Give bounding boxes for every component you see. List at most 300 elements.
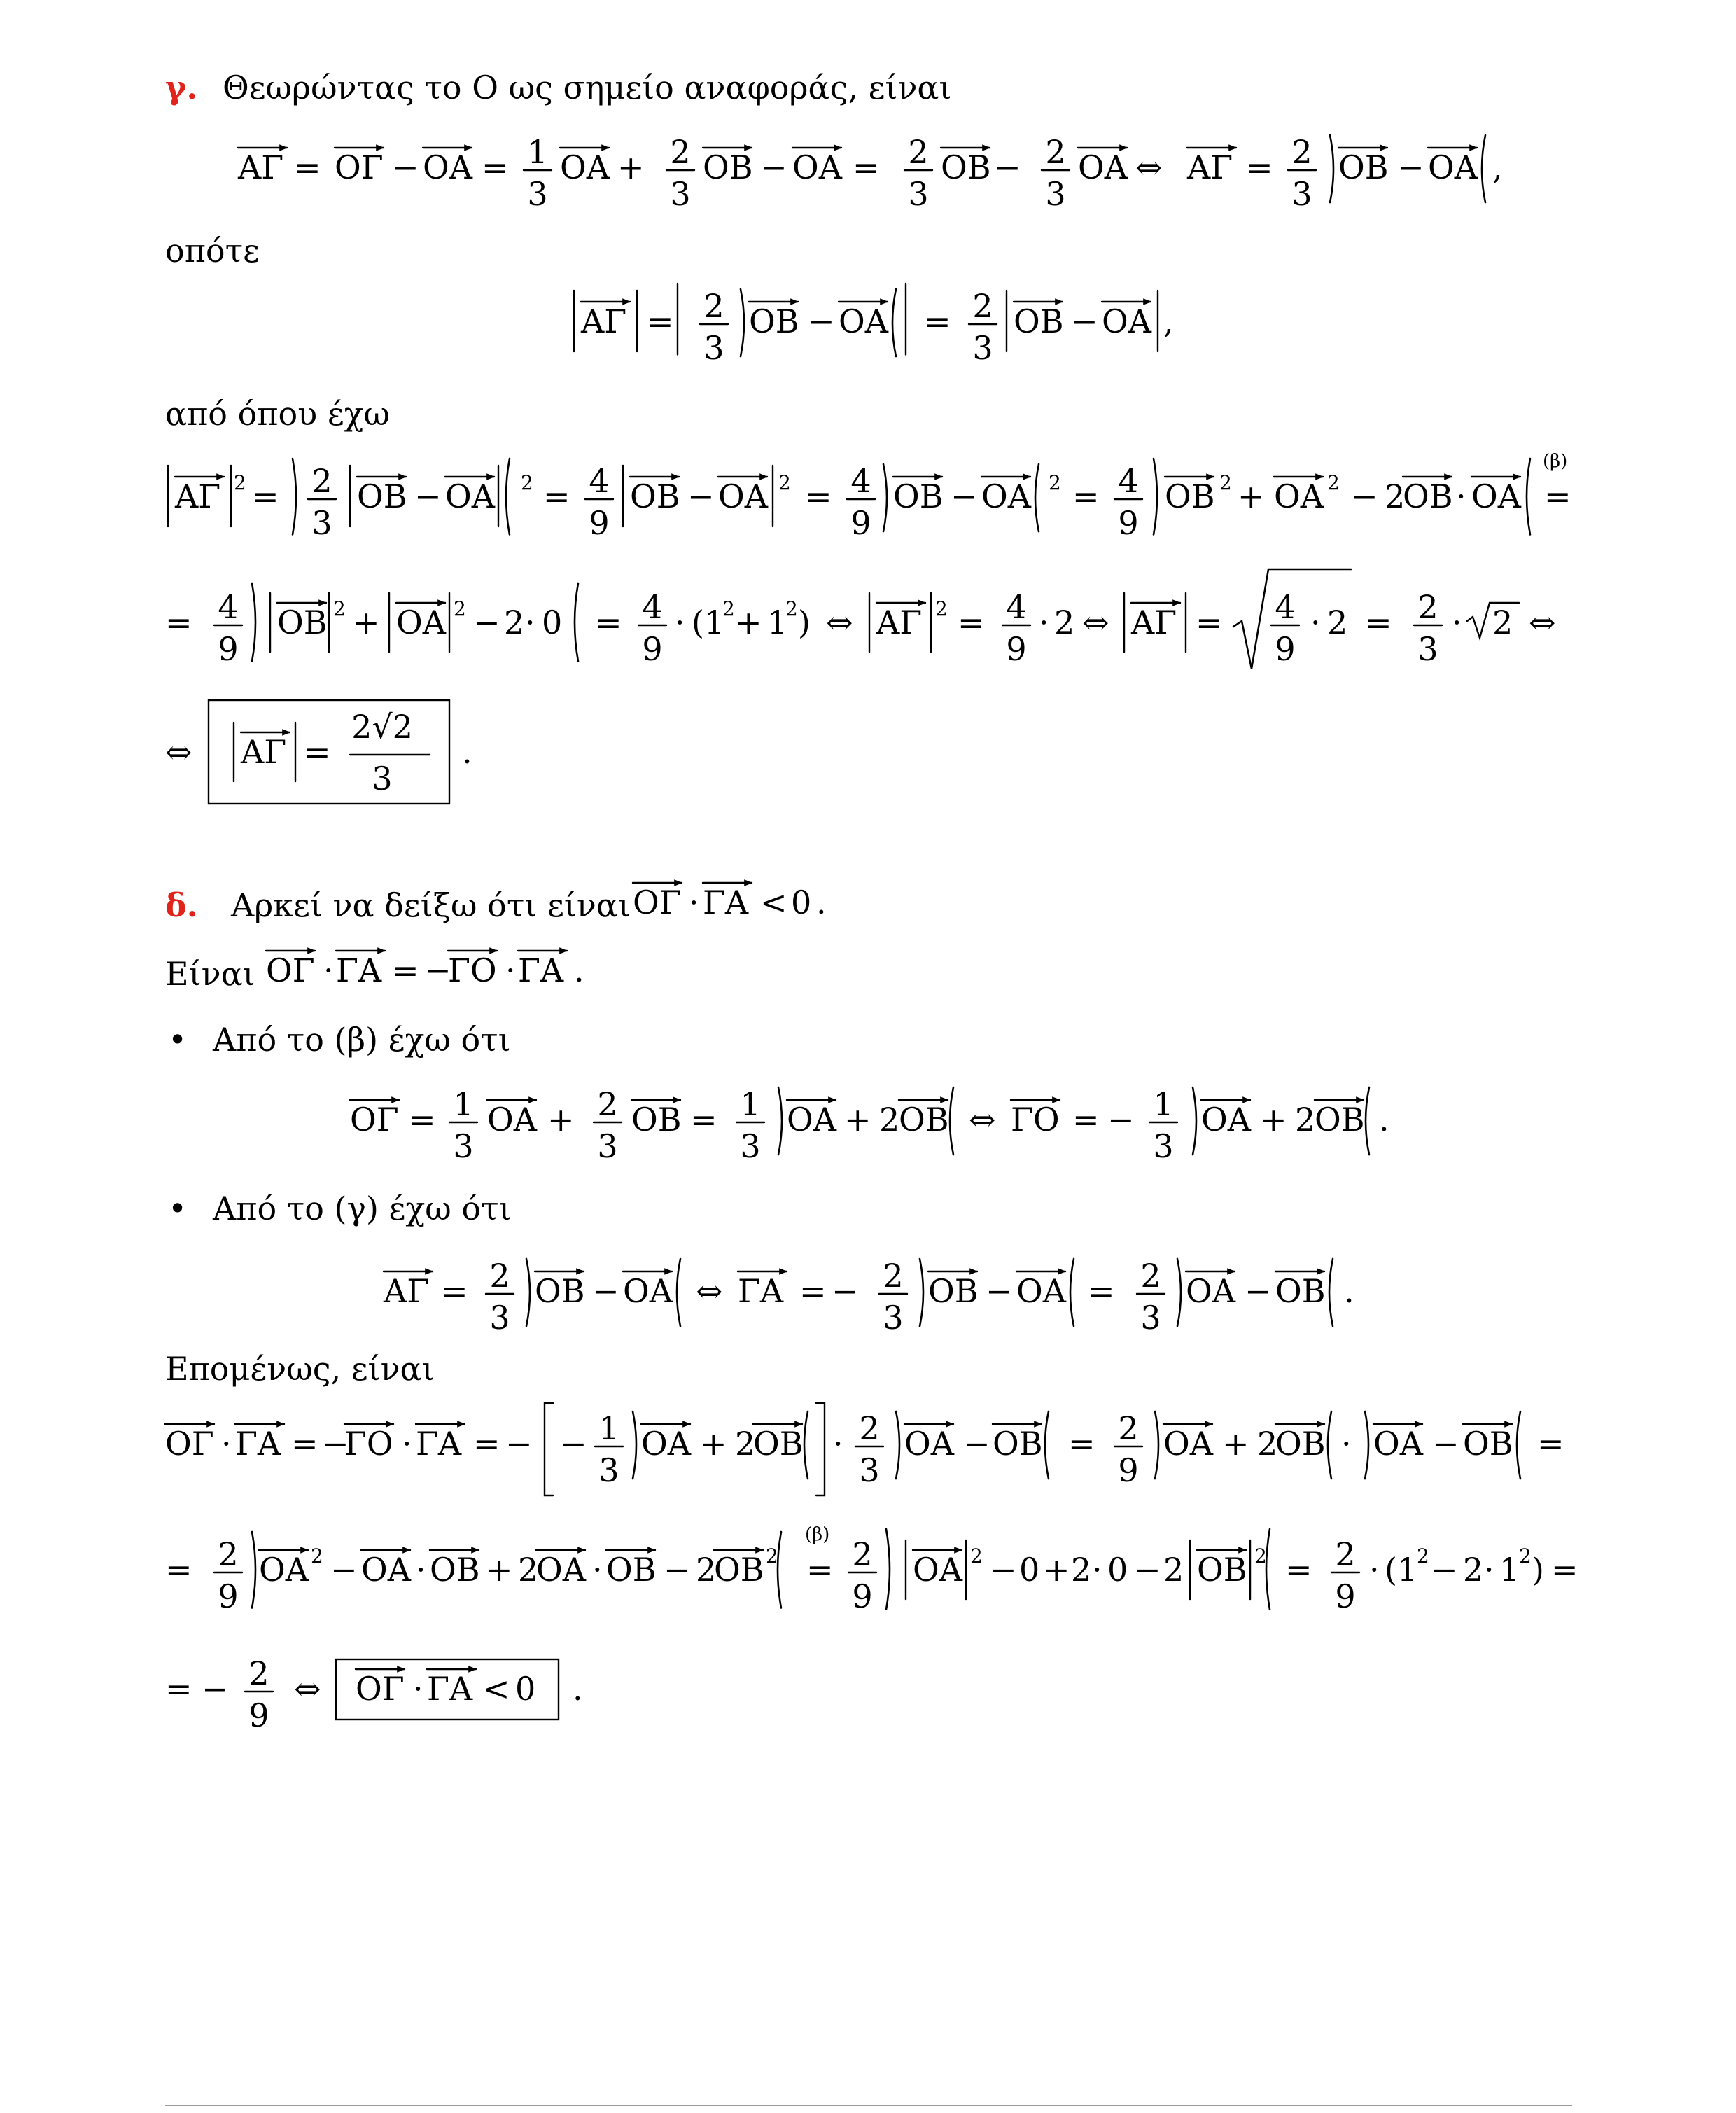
math-glyph: 0 (1019, 1551, 1040, 1589)
fraction-den: 9 (1118, 504, 1139, 542)
vector: ΟΑ (981, 477, 1031, 515)
math-glyph: . (1379, 1101, 1390, 1138)
paren-right (1366, 1087, 1369, 1155)
paren-left (1330, 135, 1334, 202)
vector: ΟΑ (396, 604, 446, 641)
fraction-den: 3 (704, 329, 724, 367)
math-glyph: − (1432, 1425, 1460, 1463)
fraction-num: 4 (218, 588, 239, 626)
fraction-num: 2 (852, 1535, 873, 1573)
vector: ΟΑ (1428, 148, 1478, 186)
vector: ΟΒ (1275, 1425, 1326, 1463)
math-glyph: − (592, 1272, 620, 1310)
vector: ΟΒ (1315, 1101, 1365, 1138)
superscript: 2 (311, 1544, 323, 1568)
math-glyph: 2 (1054, 604, 1075, 641)
vector: ΟΑ (792, 148, 842, 186)
math-glyph: (1 (692, 604, 725, 641)
paren-left (633, 1411, 636, 1479)
vector: ΟΒ (357, 477, 407, 515)
math-glyph: + (353, 604, 380, 641)
math-glyph: − (1245, 1272, 1272, 1310)
fraction-num: 4 (1006, 588, 1027, 626)
math-glyph: + (1043, 1551, 1070, 1589)
math-glyph: ⇔ (1529, 604, 1556, 641)
math-glyph: = (543, 477, 570, 515)
math-glyph: · (505, 951, 516, 989)
math-glyph: = (441, 1272, 468, 1310)
fraction-den: 3 (972, 329, 993, 367)
math-glyph: = (595, 604, 622, 641)
math-glyph: − (832, 1272, 859, 1310)
math-glyph: · (1310, 604, 1321, 641)
fraction-num: 2√2 (351, 708, 413, 746)
vector: ΟΑ (560, 148, 610, 186)
paren-left (883, 464, 887, 531)
math-glyph: − (330, 1551, 358, 1589)
vector: ΟΓ (335, 148, 384, 186)
math-glyph: 0 (542, 604, 563, 641)
fraction-num: 2 (972, 287, 993, 325)
vector: ΓΟ (448, 951, 497, 989)
math-glyph: = (294, 148, 321, 186)
paren-right (677, 1259, 680, 1326)
paren-left (920, 1259, 923, 1326)
vector: ΓΑ (235, 1425, 281, 1463)
vector: ΑΓ (384, 1272, 430, 1310)
math-glyph: . (816, 884, 827, 921)
math-glyph: − (687, 477, 715, 515)
math-glyph: 0 (1107, 1551, 1128, 1589)
math-glyph: = (252, 477, 279, 515)
paren-left (252, 583, 255, 662)
math-glyph: 2 (1163, 1551, 1184, 1589)
superscript: 2 (234, 471, 246, 494)
fraction-den: 3 (859, 1451, 880, 1489)
math-glyph: = (1246, 148, 1273, 186)
fraction-den: 3 (1045, 175, 1066, 213)
math-glyph: (1 (1385, 1551, 1418, 1589)
math-glyph: − (1107, 1101, 1135, 1138)
paren-left (252, 1532, 255, 1608)
math-glyph: · (525, 604, 536, 641)
vector: ΟΒ (430, 1551, 480, 1589)
math-glyph: = (1088, 1272, 1115, 1310)
paren-right (575, 583, 578, 662)
fraction-den: 9 (589, 504, 610, 542)
math-glyph: = (1544, 477, 1572, 515)
paren-left (886, 1529, 890, 1610)
math-glyph: . (573, 1670, 583, 1708)
math-glyph: ⇔ (294, 1670, 321, 1708)
math-glyph: 1 (767, 604, 788, 641)
fraction-num: 4 (642, 588, 663, 626)
fraction-den: 3 (598, 1451, 620, 1489)
superscript: 2 (1049, 471, 1061, 494)
math-glyph: − (808, 302, 835, 340)
fraction-num: 2 (489, 1257, 510, 1295)
vector: ΟΑ (1201, 1101, 1251, 1138)
fraction-den: 9 (850, 504, 872, 542)
math-glyph: − (1397, 148, 1424, 186)
fraction-num: 1 (740, 1085, 761, 1123)
math-glyph: = (473, 1425, 500, 1463)
fraction-num: 2 (670, 133, 691, 171)
fraction-den: 9 (218, 630, 239, 668)
vector: ΑΓ (1131, 604, 1177, 641)
math-glyph: = (1551, 1551, 1578, 1589)
vector: ΟΑ (536, 1551, 586, 1589)
bullet-dot-2: • (168, 1190, 188, 1227)
vector: ΟΒ (899, 1101, 949, 1138)
math-glyph: − (994, 148, 1021, 186)
math-glyph: · (833, 1425, 844, 1463)
math-glyph: = (1072, 1101, 1100, 1138)
vector: ΓΑ (416, 1425, 462, 1463)
fraction-den: 3 (883, 1299, 904, 1337)
fraction-num: 1 (453, 1085, 474, 1123)
math-glyph: = (924, 302, 951, 340)
math-glyph: + (617, 148, 645, 186)
math-glyph: 2 (1492, 604, 1513, 641)
math-glyph: < (760, 884, 788, 921)
vector: ΟΑ (1274, 477, 1324, 515)
delta-einai: Είναι (165, 955, 255, 993)
paren-right (1070, 1259, 1074, 1326)
vector: ΟΒ (1463, 1425, 1513, 1463)
vector: ΟΑ (1373, 1425, 1423, 1463)
math-glyph: 2 (1257, 1425, 1278, 1463)
fraction-num: 2 (248, 1654, 270, 1692)
vector: ΟΓ (633, 884, 682, 921)
vector: ΓΑ (703, 884, 749, 921)
fraction-num: 4 (1275, 588, 1296, 626)
math-glyph: − (473, 604, 500, 641)
math-glyph: · (1039, 604, 1049, 641)
math-glyph: − (392, 148, 419, 186)
superscript: 2 (333, 597, 346, 620)
vector: ΟΒ (630, 477, 680, 515)
math-glyph: < (483, 1670, 510, 1708)
math-glyph: + (1260, 1101, 1287, 1138)
superscript: 2 (778, 471, 791, 494)
vector: ΟΒ (606, 1551, 657, 1589)
paren-left (1155, 1411, 1158, 1479)
footer-rule (165, 2105, 1572, 2106)
delta-epomenos: Επομένως, είναι (165, 1350, 435, 1388)
fraction-den: 3 (1292, 175, 1312, 213)
math-glyph: ⇔ (826, 604, 853, 641)
vector: ΑΓ (175, 477, 221, 515)
fraction-den: 3 (670, 175, 691, 213)
vector: ΟΑ (1163, 1425, 1213, 1463)
paren-right (1482, 135, 1485, 202)
paren-right (950, 1087, 953, 1155)
fraction-den: 9 (852, 1577, 873, 1615)
math-glyph: − (990, 1551, 1017, 1589)
vector: ΓΑ (518, 951, 564, 989)
paren-right (1329, 1259, 1333, 1326)
superscript: 2 (785, 597, 798, 620)
math-glyph: − (986, 1272, 1013, 1310)
math-glyph: , (1492, 148, 1503, 186)
math-glyph: . (1344, 1272, 1354, 1310)
fraction-num: 2 (859, 1409, 880, 1447)
math-glyph: + (1238, 477, 1265, 515)
math-glyph: · (592, 1551, 603, 1589)
vector: ΟΓ (165, 1425, 214, 1463)
fraction-num: 2 (597, 1085, 618, 1123)
fraction-num: 2 (1418, 588, 1438, 626)
fraction-num: 2 (908, 133, 929, 171)
math-glyph: = (958, 604, 985, 641)
vector: ΟΒ (1197, 1551, 1247, 1589)
step-ref: (β) (1543, 451, 1568, 472)
math-glyph: 2 (518, 1551, 539, 1589)
vector: ΑΓ (241, 733, 287, 771)
math-glyph: − (1071, 302, 1098, 340)
word-apo-opou: από όπου έχω (165, 395, 391, 433)
fraction-den: 3 (1140, 1299, 1161, 1337)
vector: ΟΑ (787, 1101, 836, 1138)
math-glyph: ⇔ (165, 733, 192, 771)
vector: ΟΑ (641, 1425, 691, 1463)
math-glyph: · (1369, 1551, 1380, 1589)
math-glyph: 2 (1327, 604, 1348, 641)
fraction-den: 9 (642, 630, 663, 668)
math-glyph: + (700, 1425, 727, 1463)
fraction-den: 3 (597, 1127, 618, 1165)
math-glyph: + (735, 604, 762, 641)
fraction-num: 2 (1140, 1257, 1161, 1295)
math-glyph: = (805, 477, 832, 515)
fraction-den: 3 (489, 1299, 510, 1337)
vector: ΟΑ (839, 302, 888, 340)
paren-right (506, 459, 510, 535)
math-glyph: ) (798, 604, 811, 641)
fraction-num: 2 (704, 287, 724, 325)
math-glyph: − (1134, 1551, 1161, 1589)
word-opote: οπότε (165, 232, 260, 270)
superscript: 2 (722, 597, 735, 620)
superscript: 2 (935, 597, 948, 620)
math-glyph: ⇔ (696, 1272, 723, 1310)
math-glyph: · (402, 1425, 412, 1463)
bullet-dot-1: • (168, 1021, 188, 1059)
fraction-num: 2 (218, 1535, 239, 1573)
fraction-num: 4 (1118, 462, 1139, 500)
math-glyph: = (1196, 604, 1223, 641)
math-glyph: = (690, 1101, 718, 1138)
superscript: 2 (1417, 1544, 1429, 1568)
vector: ΟΑ (718, 477, 768, 515)
fraction-num: 1 (527, 133, 548, 171)
math-glyph: = (165, 604, 192, 641)
fraction-num: 2 (1045, 133, 1066, 171)
vector: ΓΟ (1011, 1101, 1060, 1138)
vector: ΟΒ (714, 1551, 764, 1589)
fraction-den: 9 (1006, 630, 1027, 668)
vector: ΟΒ (893, 477, 944, 515)
superscript: 2 (1219, 471, 1232, 494)
fraction-den: 3 (312, 504, 332, 542)
math-glyph: + (547, 1101, 575, 1138)
vector: ΑΓ (876, 604, 923, 641)
vector: ΟΒ (1275, 1272, 1326, 1310)
fraction-den: 3 (1153, 1127, 1174, 1165)
fraction-den: 3 (453, 1127, 474, 1165)
math-glyph: = (1537, 1425, 1564, 1463)
paren-left (741, 289, 744, 356)
fraction-den: 3 (1418, 630, 1438, 668)
math-glyph: · (323, 951, 334, 989)
paren-right (892, 289, 896, 356)
vector: ΟΑ (445, 477, 495, 515)
math-glyph: − (1351, 477, 1378, 515)
vector: ΟΒ (631, 1101, 682, 1138)
superscript: 2 (970, 1544, 983, 1568)
math-glyph: . (574, 951, 584, 989)
math-glyph: 2 (1071, 1551, 1092, 1589)
fraction-num: 2 (312, 462, 332, 500)
vector: ΟΑ (1078, 148, 1128, 186)
math-glyph: − (1431, 1551, 1458, 1589)
vector: ΟΑ (913, 1551, 962, 1589)
paren-right (1045, 1411, 1049, 1479)
bracket-right (816, 1403, 825, 1495)
superscript: 2 (1519, 1544, 1532, 1568)
vector: ΟΒ (941, 148, 991, 186)
math-glyph: − (560, 1425, 587, 1463)
math-glyph: = (392, 951, 419, 989)
paren-right (1035, 464, 1039, 531)
vector: ΟΓ (266, 951, 315, 989)
fraction-num: 2 (1292, 133, 1312, 171)
fraction-den: 3 (527, 175, 548, 213)
vector: ΟΓ (350, 1101, 399, 1138)
math-glyph: ⇔ (1082, 604, 1110, 641)
vector: ΟΑ (904, 1425, 954, 1463)
paren-left (1177, 1259, 1181, 1326)
math-glyph: = (647, 302, 674, 340)
math-glyph: · (221, 1425, 232, 1463)
fraction-den: 9 (1335, 1577, 1356, 1615)
math-glyph: · (1341, 1425, 1352, 1463)
vector: ΟΒ (993, 1425, 1043, 1463)
paren-left (526, 1259, 530, 1326)
part-delta-label: δ. (165, 886, 198, 924)
math-glyph: 0 (791, 884, 812, 921)
vector: ΟΒ (1014, 302, 1064, 340)
part-gamma-label: γ. (165, 69, 198, 106)
vector: ΓΑ (738, 1272, 784, 1310)
fraction-den: 9 (1118, 1451, 1139, 1489)
math-glyph: + (1222, 1425, 1250, 1463)
math-glyph: , (1163, 302, 1174, 340)
paren-right (1517, 1411, 1520, 1479)
vector: ΟΒ (1165, 477, 1215, 515)
step-ref: (β) (805, 1524, 830, 1545)
math-glyph: − (322, 1425, 349, 1463)
vector: ΟΑ (423, 148, 472, 186)
math-glyph: = (291, 1425, 318, 1463)
bullet-1-text: Από το (β) έχω ότι (213, 1021, 511, 1059)
vector: ΟΒ (749, 302, 799, 340)
vector: ΟΑ (259, 1551, 309, 1589)
math-glyph: − (414, 477, 442, 515)
math-glyph: − (505, 1425, 533, 1463)
math-glyph: − (760, 148, 788, 186)
vector: ΑΓ (238, 148, 284, 186)
math-glyph: = (304, 733, 331, 771)
math-glyph: ) (1532, 1551, 1544, 1589)
math-glyph: · (1452, 604, 1462, 641)
part-gamma-intro: Θεωρώντας το Ο ως σημείο αναφοράς, είναι (223, 69, 952, 106)
paren-right (804, 1411, 808, 1479)
bracket-left (545, 1403, 553, 1495)
paren-right (778, 1532, 781, 1608)
math-glyph: 1 (1499, 1551, 1520, 1589)
fraction-den: 3 (740, 1127, 761, 1165)
math-glyph: 2 (504, 604, 525, 641)
fraction-num: 1 (598, 1409, 620, 1447)
paren-right (1266, 1529, 1270, 1610)
paren-left (896, 1411, 899, 1479)
superscript: 2 (766, 1544, 778, 1568)
math-glyph: 2 (735, 1425, 756, 1463)
bullet-2-text: Από το (γ) έχω ότι (213, 1190, 512, 1227)
math-glyph: − (664, 1551, 691, 1589)
math-glyph: = (165, 1551, 192, 1589)
math-glyph: + (844, 1101, 872, 1138)
math-glyph: = (482, 148, 509, 186)
math-glyph: + (486, 1551, 513, 1589)
fraction-num: 4 (850, 462, 872, 500)
math-glyph: . (462, 733, 472, 771)
fraction-num: 4 (589, 462, 610, 500)
math-glyph: 2 (696, 1551, 717, 1589)
paren-left (1365, 1411, 1368, 1479)
vector: ΟΒ (1338, 148, 1389, 186)
fraction-den: 9 (248, 1696, 270, 1734)
vector: ΟΒ (703, 148, 753, 186)
math-glyph: = (806, 1551, 834, 1589)
vector: ΟΒ (928, 1272, 979, 1310)
vector: ΟΑ (1016, 1272, 1066, 1310)
vector: ΟΒ (535, 1272, 585, 1310)
superscript: 2 (521, 471, 533, 494)
math-glyph: = (409, 1101, 436, 1138)
math-glyph: · (1484, 1551, 1494, 1589)
math-glyph: − (963, 1425, 990, 1463)
fraction-den: 3 (908, 175, 929, 213)
math-glyph: = (165, 1670, 192, 1708)
math-glyph: − (202, 1670, 229, 1708)
vector: ΟΓ (356, 1670, 405, 1708)
vector: ΟΑ (1471, 477, 1521, 515)
math-glyph: = (853, 148, 880, 186)
vector: ΟΑ (361, 1551, 411, 1589)
math-glyph: 2 (879, 1101, 900, 1138)
math-glyph: 2 (1463, 1551, 1484, 1589)
vector: ΑΓ (1187, 148, 1233, 186)
vector: ΟΒ (753, 1425, 804, 1463)
math-glyph: = (1365, 604, 1392, 641)
vector: ΟΒ (277, 604, 328, 641)
vector: ΟΑ (1102, 302, 1152, 340)
superscript: 2 (1327, 471, 1340, 494)
math-glyph: ⇔ (1135, 148, 1163, 186)
